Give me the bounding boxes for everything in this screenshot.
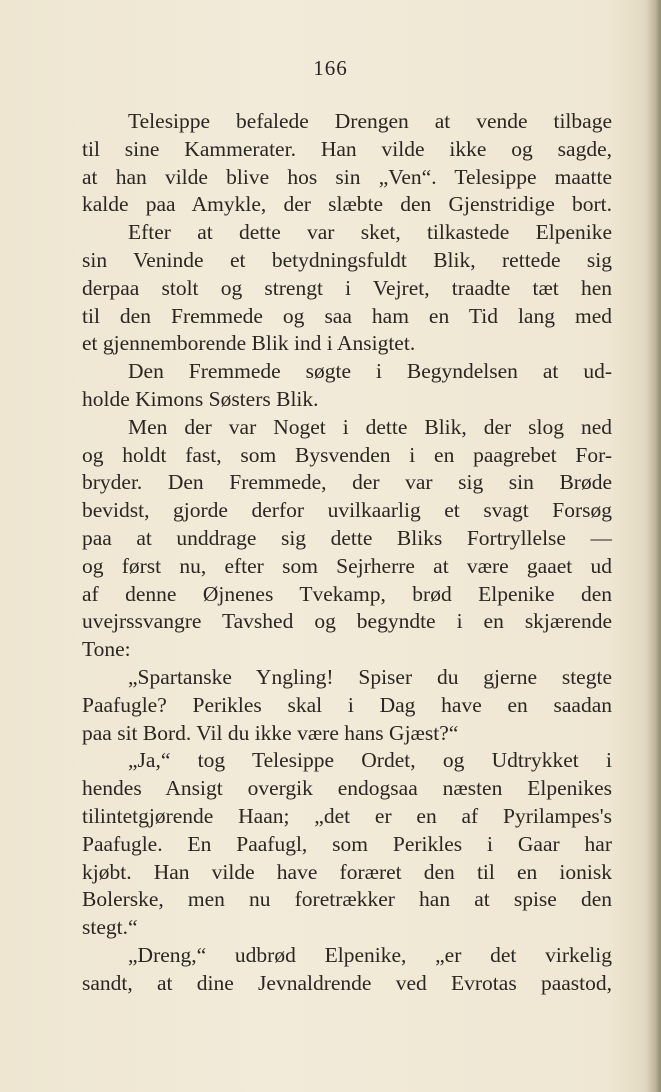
text-line: „Spartanske Yngling! Spiser du gjerne stegte [128,664,612,689]
text-line: stegt.“ [82,915,138,940]
page-number: 166 [313,56,348,80]
text-line: Paafugle? Perikles skal i Dag have en saadan [82,692,612,717]
text-line: Telesippe befalede Drengen at vende tilbage [128,109,612,133]
text-line: bevidst, gjorde derfor uvilkaarlig et svagt Forsøg [82,498,612,523]
text-line: paa sit Bord. Vil du ikke være hans Gjæst?“ [82,720,459,745]
text-line: „Ja,“ tog Telesippe Ordet, og Udtrykket i [128,748,612,773]
text-line: kjøbt. Han vilde have foræret den til en ionisk [82,859,612,884]
text-line: og først nu, efter som Sejrherre at være gaaet ud [82,553,612,578]
page-edge [647,0,661,1092]
text-line: Efter at dette var sket, tilkastede Elpenike [128,220,612,245]
text-line: til den Fremmede og saa ham en Tid lang med [82,303,612,328]
text-line: holde Kimons Søsters Blik. [82,386,319,411]
text-line: at han vilde blive hos sin „Ven“. Telesippe maatte [82,164,612,189]
text-line: tilintetgjørende Haan; „det er en af Pyrilampes's [82,803,612,828]
text-line: og holdt fast, som Bysvenden i en paagrebet For- [82,442,612,467]
text-line: hendes Ansigt overgik endogsaa næsten Elpenikes [82,776,612,801]
text-line: paa at unddrage sig dette Bliks Fortryllelse — [82,525,612,550]
text-line: sin Veninde et betydningsfuldt Blik, rettede sig [82,247,612,272]
text-line: Tone: [82,637,131,662]
text-line: bryder. Den Fremmede, der var sig sin Brøde [82,470,612,495]
text-line: Paafugle. En Paafugl, som Perikles i Gaar har [82,831,612,856]
text-line: uvejrssvangre Tavshed og begyndte i en skjærende [82,609,612,634]
text-line: sandt, at dine Jevnaldrende ved Evrotas paastod, [82,970,612,995]
text-line: af denne Øjnenes Tvekamp, brød Elpenike den [82,581,612,606]
text-line: et gjennemborende Blik ind i Ansigtet. [82,331,416,356]
text-line: „Dreng,“ udbrød Elpenike, „er det virkelig [128,942,612,967]
text-line: til sine Kammerater. Han vilde ikke og sagde, [82,136,612,161]
text-line: derpaa stolt og strengt i Vejret, traadte tæt hen [82,275,612,300]
text-line: Bolerske, men nu foretrækker han at spise den [82,887,612,912]
body-text [82,108,612,998]
text-line: kalde paa Amykle, der slæbte den Gjenstridige bort. [82,192,612,217]
text-line: Den Fremmede søgte i Begyndelsen at ud- [128,359,612,384]
text-line: Men der var Noget i dette Blik, der slog ned [128,414,612,439]
